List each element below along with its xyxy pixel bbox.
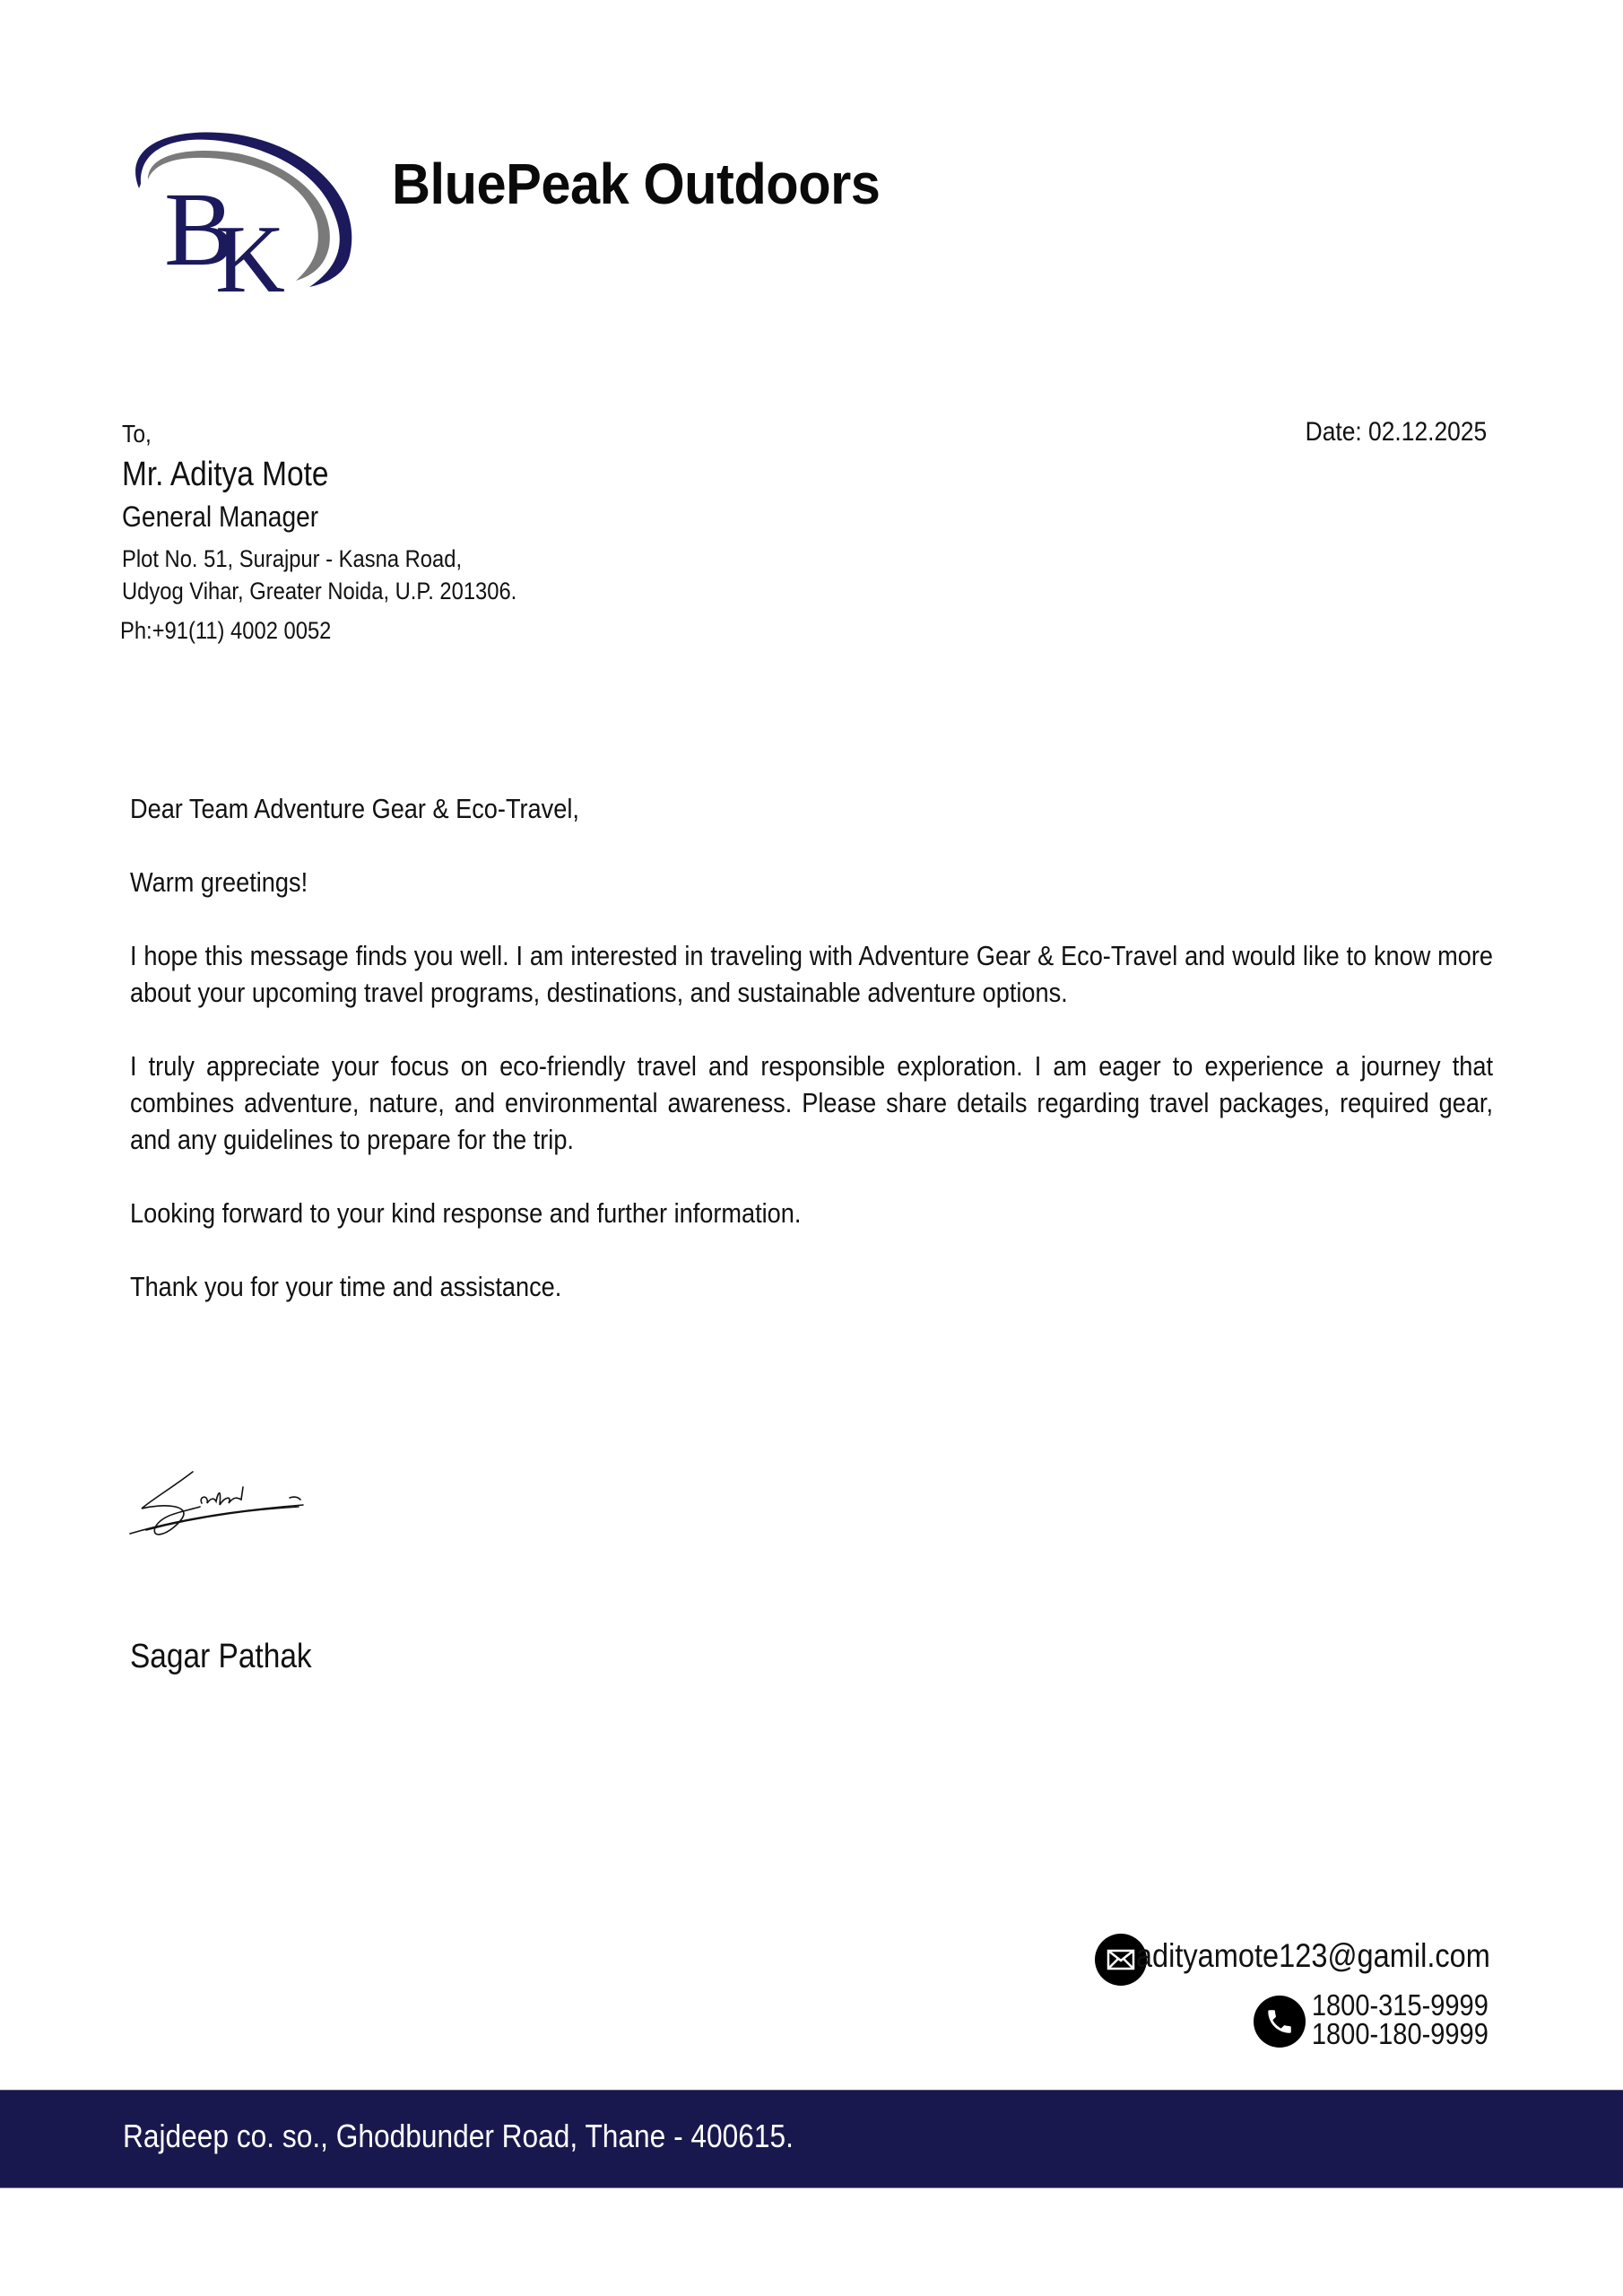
address-line-1-text: Plot No. 51, Surajpur - Kasna Road, [122, 545, 463, 572]
handwritten-signature [128, 1469, 308, 1543]
recipient-name-text: Mr. Aditya Mote [122, 456, 329, 493]
company-name: BluePeak Outdoors [392, 152, 881, 216]
signer-name-text: Sagar Pathak [130, 1638, 312, 1675]
greeting: Warm greetings! [130, 867, 308, 898]
logo-letter-b: B [164, 170, 235, 288]
footer-address [123, 2118, 885, 2155]
address-line-2-text: Udyog Vihar, Greater Noida, U.P. 201306. [122, 578, 517, 604]
recipient-title-text: General Manager [122, 500, 319, 533]
recipient-title [122, 500, 345, 534]
phone-2-text: 1800-180-9999 [1311, 2017, 1488, 2050]
company-logo [121, 121, 368, 296]
salutation: Dear Team Adventure Gear & Eco-Travel, [130, 794, 579, 824]
signer-name [130, 1638, 336, 1676]
letter-date [1280, 417, 1487, 448]
footer-address-text: Rajdeep co. so., Ghodbunder Road, Thane - 400615. [123, 2118, 794, 2154]
recipient-phone [120, 617, 360, 645]
signature-underline-2 [146, 1507, 299, 1530]
signature-tail [290, 1497, 300, 1500]
closing-line: Thank you for your time and assistance. [130, 1272, 562, 1302]
to-label-text: To, [122, 420, 152, 448]
signature-underline [130, 1505, 303, 1534]
recipient-address-line-2 [122, 578, 570, 605]
phone-1-text: 1800-315-9999 [1311, 1988, 1488, 2022]
email-link[interactable] [1088, 1937, 1490, 1975]
email-text: adityamote123@gamil.com [1135, 1937, 1490, 1974]
letter-body [130, 791, 1493, 1343]
signature-s-stroke [142, 1472, 200, 1535]
body-paragraph: I truly appreciate your focus on eco-friendly travel and responsible exploration. I am eager to experience a journey that combines adventure, nature, and environmental awareness. Please share details regarding travel packages, required gear, and any guidelines to prepare for the trip. [130, 1051, 1493, 1155]
contact-phone-2 [1288, 2017, 1488, 2050]
letter-date-text: Date: 02.12.2025 [1305, 417, 1487, 447]
to-label [122, 420, 155, 448]
recipient-address-line-1 [122, 545, 508, 573]
body-paragraph: Looking forward to your kind response and further information. [130, 1198, 802, 1229]
contact-phone-1 [1288, 1988, 1488, 2022]
signature-letters-stroke [201, 1487, 243, 1505]
recipient-phone-text: Ph:+91(11) 4002 0052 [120, 617, 332, 644]
body-paragraph: I hope this message finds you well. I am interested in traveling with Adventure Gear & Eco-Travel and would like to know more about your upcoming travel programs, destinations, and sustainable adventure options. [130, 941, 1493, 1008]
logo-letter-k: K [215, 206, 285, 296]
recipient-name [122, 456, 357, 494]
